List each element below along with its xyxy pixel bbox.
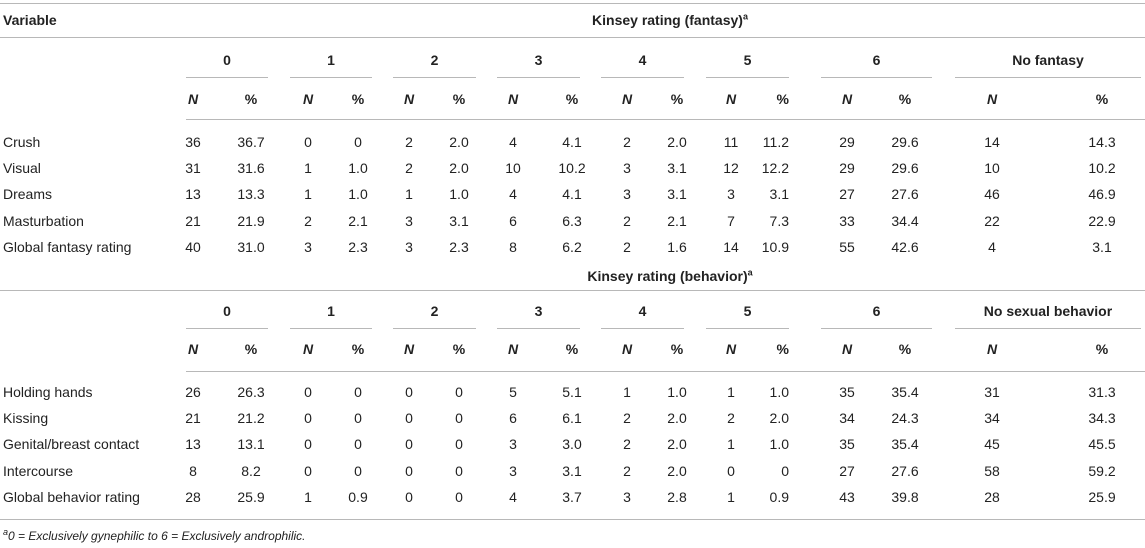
- cell-n: 2: [623, 213, 631, 229]
- variable-header: Variable: [3, 12, 57, 28]
- cell-n: 8: [189, 463, 197, 479]
- cell-n: 2: [304, 213, 312, 229]
- subheader-underline: [186, 371, 1145, 372]
- cell-n: 12: [723, 160, 739, 176]
- column-group-underline: [706, 328, 789, 329]
- cell-percent: 29.6: [891, 160, 919, 176]
- subheader-n: N: [725, 91, 737, 107]
- cell-n: 58: [984, 463, 1000, 479]
- cell-n: 29: [839, 160, 855, 176]
- cell-percent: 0.9: [348, 489, 368, 505]
- cell-n: 2: [623, 239, 631, 255]
- subheader-n: N: [507, 341, 519, 357]
- cell-n: 3: [623, 186, 631, 202]
- section-title-footnote-marker: a: [742, 11, 748, 22]
- cell-percent: 0: [354, 134, 362, 150]
- cell-n: 26: [185, 384, 201, 400]
- cell-percent: 31.3: [1088, 384, 1116, 400]
- row-label: Kissing: [3, 410, 49, 426]
- cell-percent: 10.2: [558, 160, 586, 176]
- cell-percent: 26.3: [237, 384, 265, 400]
- subheader-n: N: [621, 341, 633, 357]
- subheader-n: N: [403, 341, 415, 357]
- cell-percent: 2.0: [667, 410, 687, 426]
- column-group-underline: [601, 77, 684, 78]
- table-footnote: [3, 529, 306, 543]
- cell-n: 45: [984, 436, 1000, 452]
- cell-percent: 3.1: [1092, 239, 1112, 255]
- subheader-percent: %: [776, 91, 789, 107]
- cell-n: 0: [304, 436, 312, 452]
- footnote-marker: a: [3, 527, 9, 537]
- cell-percent: 2.0: [667, 134, 687, 150]
- cell-n: 3: [623, 489, 631, 505]
- cell-percent: 45.5: [1088, 436, 1116, 452]
- subheader-percent: %: [244, 91, 258, 107]
- column-group-underline: [290, 328, 372, 329]
- cell-n: 1: [727, 436, 735, 452]
- subheader-n: N: [986, 341, 998, 357]
- cell-n: 43: [839, 489, 855, 505]
- cell-percent: 27.6: [891, 186, 919, 202]
- cell-percent: 21.9: [237, 213, 265, 229]
- cell-n: 31: [185, 160, 201, 176]
- cell-n: 2: [727, 410, 735, 426]
- cell-percent: 7.3: [769, 213, 789, 229]
- cell-percent: 6.1: [562, 410, 582, 426]
- cell-n: 0: [405, 489, 413, 505]
- cell-n: 3: [509, 436, 517, 452]
- row-label: Dreams: [3, 186, 53, 202]
- cell-n: 6: [509, 410, 517, 426]
- cell-percent: 2.0: [449, 134, 469, 150]
- subheader-n: N: [725, 341, 737, 357]
- subheader-n: N: [187, 91, 199, 107]
- section-title-text: Kinsey rating (behavior): [587, 268, 748, 284]
- cell-percent: 0: [354, 410, 362, 426]
- cell-percent: 0: [354, 384, 362, 400]
- column-group-header: 6: [872, 303, 881, 319]
- cell-percent: 11.2: [762, 134, 789, 150]
- rule-line: [0, 37, 1145, 38]
- footnote-text: 0 = Exclusively gynephilic to 6 = Exclusively androphilic.: [8, 529, 306, 543]
- row-label: Masturbation: [3, 213, 84, 229]
- rule-line: [0, 290, 1145, 291]
- cell-percent: 39.8: [891, 489, 919, 505]
- cell-n: 0: [405, 384, 413, 400]
- cell-percent: 10.2: [1088, 160, 1116, 176]
- cell-percent: 1.0: [449, 186, 469, 202]
- column-group-underline: [497, 328, 580, 329]
- subheader-n: N: [302, 341, 314, 357]
- column-group-header: 1: [327, 52, 335, 68]
- cell-percent: 2.1: [667, 213, 687, 229]
- subheader-percent: %: [565, 91, 579, 107]
- subheader-n: N: [187, 341, 199, 357]
- cell-percent: 3.7: [562, 489, 582, 505]
- cell-percent: 0: [455, 436, 463, 452]
- subheader-n: N: [403, 91, 415, 107]
- column-group-header: 5: [743, 303, 752, 319]
- cell-n: 27: [839, 186, 855, 202]
- column-group-header: No fantasy: [1012, 52, 1084, 68]
- cell-percent: 2.3: [348, 239, 368, 255]
- cell-n: 46: [984, 186, 1000, 202]
- cell-percent: 1.0: [667, 384, 687, 400]
- cell-percent: 0: [455, 384, 463, 400]
- cell-percent: 2.1: [348, 213, 368, 229]
- cell-percent: 0: [354, 463, 362, 479]
- cell-n: 13: [185, 186, 201, 202]
- cell-percent: 35.4: [891, 436, 919, 452]
- cell-percent: 31.0: [237, 239, 265, 255]
- cell-percent: 1.6: [667, 239, 687, 255]
- subheader-n: N: [507, 91, 519, 107]
- cell-percent: 0: [455, 410, 463, 426]
- cell-percent: 1.0: [769, 384, 789, 400]
- row-label: Genital/breast contact: [3, 436, 140, 452]
- column-group-header: 3: [534, 52, 543, 68]
- column-group-header: No sexual behavior: [983, 303, 1113, 319]
- column-group-underline: [393, 77, 476, 78]
- cell-percent: 1.0: [348, 160, 368, 176]
- cell-n: 21: [185, 213, 201, 229]
- cell-n: 0: [304, 134, 312, 150]
- cell-n: 4: [509, 186, 517, 202]
- cell-n: 31: [984, 384, 1000, 400]
- cell-percent: 2.3: [449, 239, 469, 255]
- rule-line: [0, 3, 1145, 4]
- row-label: Global behavior rating: [3, 489, 140, 505]
- cell-percent: 42.6: [891, 239, 919, 255]
- cell-percent: 22.9: [1088, 213, 1116, 229]
- cell-n: 1: [304, 186, 312, 202]
- column-group-header: 5: [743, 52, 752, 68]
- subheader-percent: %: [565, 341, 579, 357]
- cell-percent: 2.0: [769, 410, 789, 426]
- cell-n: 40: [185, 239, 201, 255]
- subheader-percent: %: [776, 341, 789, 357]
- column-group-underline: [955, 77, 1141, 78]
- subheader-underline: [186, 119, 1145, 120]
- column-group-header: 3: [534, 303, 543, 319]
- cell-percent: 0: [354, 436, 362, 452]
- cell-n: 5: [509, 384, 517, 400]
- cell-n: 10: [984, 160, 1000, 176]
- column-group-header: 4: [638, 303, 647, 319]
- subheader-percent: %: [351, 91, 365, 107]
- cell-percent: 5.1: [562, 384, 582, 400]
- cell-percent: 27.6: [891, 463, 919, 479]
- cell-n: 6: [509, 213, 517, 229]
- cell-n: 4: [988, 239, 996, 255]
- column-group-header: 0: [223, 52, 231, 68]
- cell-n: 0: [405, 463, 413, 479]
- cell-n: 0: [405, 436, 413, 452]
- cell-percent: 0: [455, 463, 463, 479]
- cell-percent: 59.2: [1088, 463, 1116, 479]
- cell-percent: 3.1: [769, 186, 789, 202]
- column-group-underline: [821, 328, 932, 329]
- cell-n: 2: [405, 160, 413, 176]
- column-group-underline: [497, 77, 580, 78]
- cell-n: 3: [623, 160, 631, 176]
- cell-n: 8: [509, 239, 517, 255]
- cell-percent: 10.9: [761, 239, 789, 255]
- cell-percent: 25.9: [237, 489, 265, 505]
- cell-n: 2: [405, 134, 413, 150]
- subheader-n: N: [302, 91, 314, 107]
- subheader-percent: %: [898, 91, 912, 107]
- row-label: Crush: [3, 134, 41, 150]
- cell-n: 7: [727, 213, 735, 229]
- subheader-percent: %: [452, 341, 466, 357]
- row-label: Holding hands: [3, 384, 93, 400]
- cell-n: 10: [505, 160, 521, 176]
- cell-n: 34: [839, 410, 855, 426]
- cell-n: 14: [723, 239, 739, 255]
- cell-percent: 34.4: [891, 213, 919, 229]
- cell-percent: 3.1: [667, 160, 687, 176]
- cell-n: 2: [623, 436, 631, 452]
- cell-percent: 25.9: [1088, 489, 1116, 505]
- cell-percent: 2.8: [667, 489, 687, 505]
- cell-n: 35: [839, 436, 855, 452]
- row-label: Visual: [3, 160, 41, 176]
- subheader-percent: %: [670, 341, 684, 357]
- cell-n: 33: [839, 213, 855, 229]
- cell-n: 1: [304, 160, 312, 176]
- column-group-header: 0: [223, 303, 231, 319]
- subheader-percent: %: [244, 341, 258, 357]
- cell-n: 35: [839, 384, 855, 400]
- cell-percent: 34.3: [1088, 410, 1116, 426]
- cell-n: 28: [984, 489, 1000, 505]
- cell-percent: 12.2: [761, 160, 789, 176]
- cell-n: 0: [727, 463, 735, 479]
- subheader-n: N: [841, 91, 853, 107]
- cell-percent: 36.7: [237, 134, 265, 150]
- cell-percent: 0: [455, 489, 463, 505]
- cell-n: 3: [727, 186, 735, 202]
- cell-n: 14: [984, 134, 1000, 150]
- cell-n: 2: [623, 134, 631, 150]
- cell-n: 21: [185, 410, 201, 426]
- cell-n: 13: [185, 436, 201, 452]
- subheader-percent: %: [670, 91, 684, 107]
- subheader-percent: %: [1095, 341, 1109, 357]
- cell-n: 55: [839, 239, 855, 255]
- cell-n: 28: [185, 489, 201, 505]
- column-group-header: 2: [430, 303, 439, 319]
- column-group-underline: [601, 328, 684, 329]
- cell-n: 1: [623, 384, 631, 400]
- cell-percent: 29.6: [891, 134, 919, 150]
- section-title: [592, 12, 748, 28]
- cell-percent: 31.6: [237, 160, 265, 176]
- cell-n: 0: [405, 410, 413, 426]
- column-group-header: 6: [872, 52, 881, 68]
- cell-percent: 2.0: [449, 160, 469, 176]
- cell-percent: 1.0: [769, 436, 789, 452]
- cell-n: 1: [727, 384, 735, 400]
- cell-n: 0: [304, 410, 312, 426]
- cell-percent: 14.3: [1088, 134, 1116, 150]
- cell-n: 3: [405, 239, 413, 255]
- cell-n: 22: [984, 213, 1000, 229]
- cell-n: 2: [623, 463, 631, 479]
- row-label: Global fantasy rating: [3, 239, 132, 255]
- subheader-percent: %: [351, 341, 365, 357]
- cell-percent: 4.1: [562, 186, 582, 202]
- rule-line: [0, 519, 1145, 520]
- cell-percent: 2.0: [667, 436, 687, 452]
- cell-n: 11: [723, 134, 739, 150]
- cell-percent: 6.2: [562, 239, 582, 255]
- cell-percent: 13.3: [237, 186, 265, 202]
- cell-n: 1: [304, 489, 312, 505]
- cell-percent: 0: [781, 463, 789, 479]
- subheader-n: N: [841, 341, 853, 357]
- column-group-underline: [290, 77, 372, 78]
- subheader-percent: %: [452, 91, 466, 107]
- cell-percent: 1.0: [348, 186, 368, 202]
- cell-percent: 21.2: [237, 410, 265, 426]
- column-group-underline: [706, 77, 789, 78]
- cell-n: 34: [984, 410, 1000, 426]
- cell-percent: 35.4: [891, 384, 919, 400]
- column-group-underline: [393, 328, 476, 329]
- cell-n: 36: [185, 134, 201, 150]
- section-title-text: Kinsey rating (fantasy): [592, 12, 743, 28]
- cell-n: 1: [405, 186, 413, 202]
- column-group-underline: [186, 328, 268, 329]
- subheader-percent: %: [1095, 91, 1109, 107]
- cell-n: 0: [304, 384, 312, 400]
- cell-percent: 3.1: [562, 463, 582, 479]
- column-group-header: 2: [430, 52, 439, 68]
- cell-n: 3: [304, 239, 312, 255]
- cell-n: 27: [839, 463, 855, 479]
- cell-n: 29: [839, 134, 855, 150]
- cell-percent: 46.9: [1088, 186, 1116, 202]
- cell-percent: 3.0: [562, 436, 582, 452]
- cell-n: 2: [623, 410, 631, 426]
- cell-n: 3: [405, 213, 413, 229]
- cell-percent: 3.1: [667, 186, 687, 202]
- cell-percent: 3.1: [449, 213, 469, 229]
- column-group-header: 4: [638, 52, 647, 68]
- cell-n: 0: [304, 463, 312, 479]
- section-title: [587, 268, 752, 284]
- cell-n: 4: [509, 489, 517, 505]
- cell-percent: 8.2: [241, 463, 261, 479]
- subheader-n: N: [986, 91, 998, 107]
- cell-percent: 6.3: [562, 213, 582, 229]
- cell-percent: 4.1: [562, 134, 582, 150]
- cell-n: 1: [727, 489, 735, 505]
- cell-percent: 0.9: [769, 489, 789, 505]
- section-title-footnote-marker: a: [747, 267, 753, 278]
- subheader-n: N: [621, 91, 633, 107]
- column-group-underline: [955, 328, 1141, 329]
- cell-n: 3: [509, 463, 517, 479]
- cell-percent: 24.3: [891, 410, 919, 426]
- subheader-percent: %: [898, 341, 912, 357]
- row-label: Intercourse: [3, 463, 74, 479]
- cell-n: 4: [509, 134, 517, 150]
- cell-percent: 2.0: [667, 463, 687, 479]
- column-group-underline: [821, 77, 932, 78]
- cell-percent: 13.1: [237, 436, 265, 452]
- column-group-header: 1: [327, 303, 335, 319]
- column-group-underline: [186, 77, 268, 78]
